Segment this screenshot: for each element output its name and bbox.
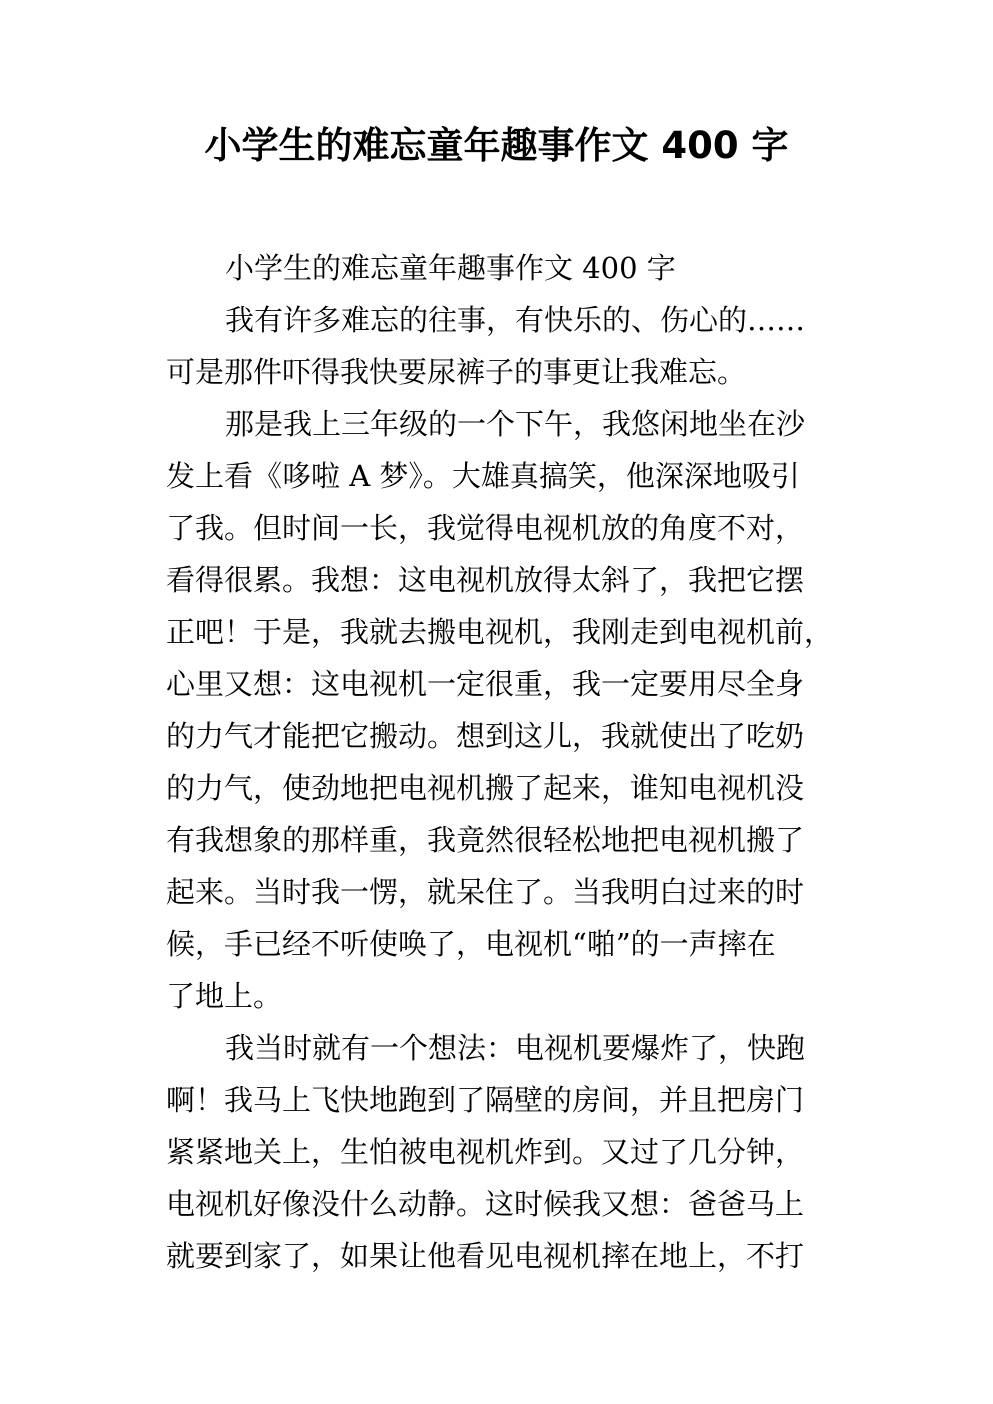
paragraph-3-line-5: 就要到家了，如果让他看见电视机摔在地上，不打: [166, 1239, 805, 1273]
paragraph-2-line-10: 起来。当时我一愣，就呆住了。当我明白过来的时: [166, 875, 805, 909]
paragraph-2-line-8: 的力气，使劲地把电视机搬了起来，谁知电视机没: [166, 771, 805, 805]
document-title: 小学生的难忘童年趣事作文 400 字: [204, 124, 789, 167]
paragraph-1-line-1: 我有许多难忘的往事，有快乐的、伤心的……: [225, 303, 806, 337]
paragraph-2-line-3: 了我。但时间一长，我觉得电视机放的角度不对，: [166, 511, 805, 545]
paragraph-1-line-2: 可是那件吓得我快要尿裤子的事更让我难忘。: [166, 355, 747, 389]
paragraph-2-line-1: 那是我上三年级的一个下午，我悠闲地坐在沙: [225, 407, 806, 441]
subtitle-line: 小学生的难忘童年趣事作文 400 字: [225, 251, 676, 285]
paragraph-2-line-2: 发上看《哆啦 A 梦》。大雄真搞笑，他深深地吸引: [166, 459, 800, 493]
paragraph-2-line-4: 看得很累。我想：这电视机放得太斜了，我把它摆: [166, 563, 805, 597]
paragraph-3-line-1: 我当时就有一个想法：电视机要爆炸了，快跑: [225, 1031, 806, 1065]
paragraph-2-line-7: 的力气才能把它搬动。想到这儿，我就使出了吃奶: [166, 719, 805, 753]
paragraph-2-line-12: 了地上。: [166, 979, 283, 1013]
paragraph-2-line-9: 有我想象的那样重，我竟然很轻松地把电视机搬了: [166, 823, 805, 857]
paragraph-2-line-11: 候，手已经不听使唤了，电视机“啪”的一声摔在: [166, 927, 776, 961]
paragraph-3-line-3: 紧紧地关上，生怕被电视机炸到。又过了几分钟，: [166, 1135, 805, 1169]
paragraph-2-line-6: 心里又想：这电视机一定很重，我一定要用尽全身: [166, 667, 805, 701]
paragraph-2-line-5: 正吧！于是，我就去搬电视机，我刚走到电视机前，: [166, 615, 834, 649]
paragraph-3-line-4: 电视机好像没什么动静。这时候我又想：爸爸马上: [166, 1187, 805, 1221]
paragraph-3-line-2: 啊！我马上飞快地跑到了隔壁的房间，并且把房门: [166, 1083, 805, 1117]
